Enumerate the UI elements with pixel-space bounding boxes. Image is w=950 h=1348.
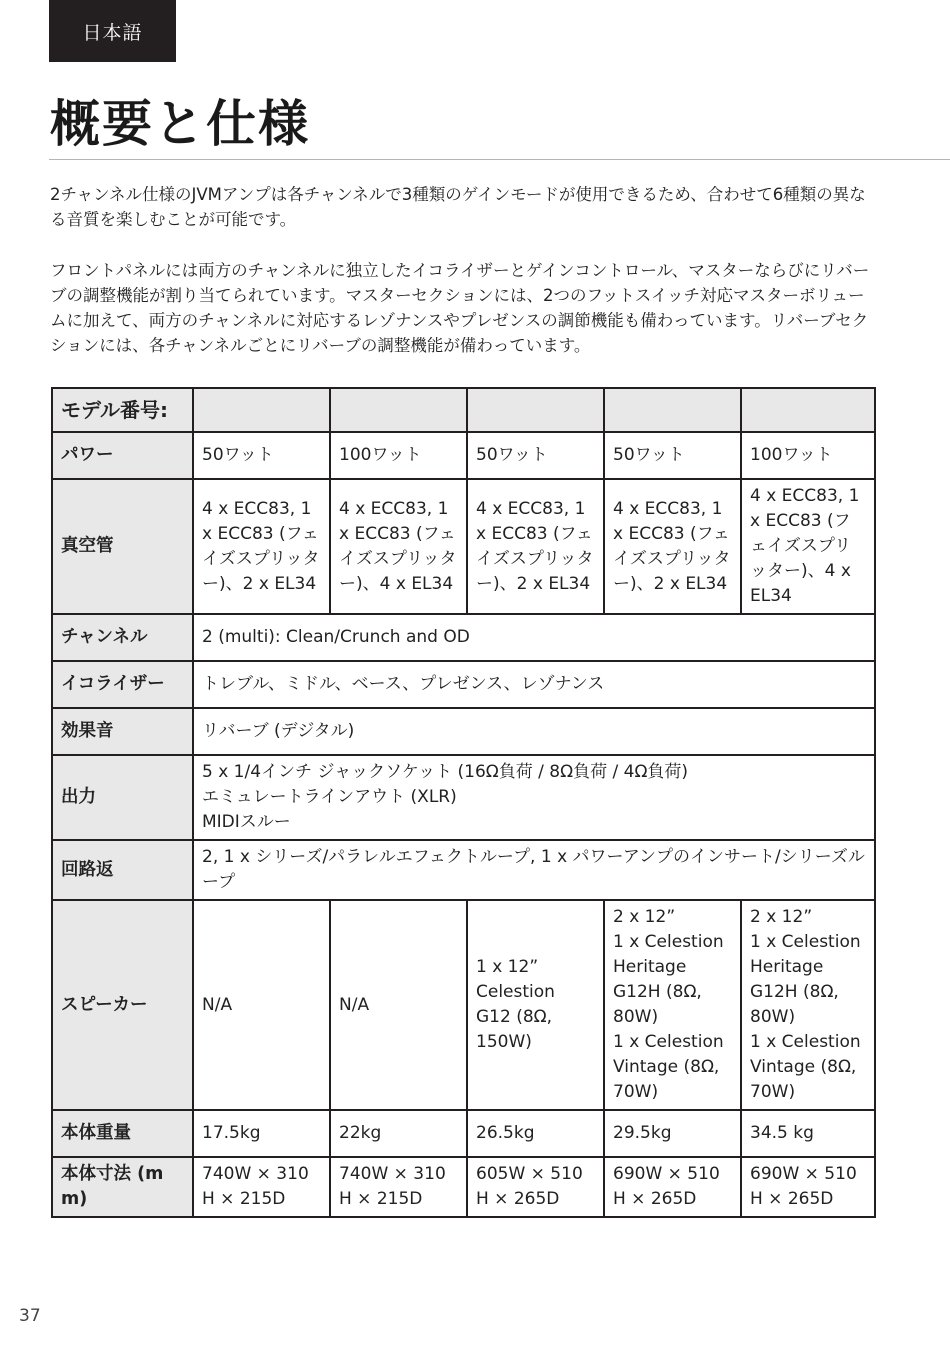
- spec-table: [51, 387, 876, 1218]
- output-value: 5 x 1/4インチ ジャックソケット (16Ω負荷 / 8Ω負荷 / 4Ω負荷) エミュレートラインアウト (XLR) MIDIスルー: [193, 755, 875, 840]
- table-row-dimensions: [52, 1157, 875, 1217]
- speaker-cell: 2 x 12” 1 x Celestion Heritage G12H (8Ω, 80W) 1 x Celestion Vintage (8Ω, 70W): [604, 900, 741, 1110]
- weight-cell: 17.5kg: [193, 1110, 330, 1157]
- intro-paragraph-2: フロントパネルには両方のチャンネルに独立したイコライザーとゲインコントロール、マスターならびにリバーブの調整機能が割り当てられています。マスターセクションには、2つのフットスイッチ対応マスターボリュームに加えて、両方のチャンネルに対応するレゾナンスやプレゼンスの調節機能も備わっています。リバーブセクションには、各チャンネルごとにリバーブの調整機能が備わっています。: [50, 261, 870, 355]
- tubes-cell: 4 x ECC83, 1 x ECC83 (フェイズスプリッター)、4 x EL34: [330, 479, 467, 614]
- title-divider: [49, 159, 950, 160]
- table-row-eq: [52, 661, 875, 708]
- power-cell: 100ワット: [330, 432, 467, 479]
- speaker-cell: 2 x 12” 1 x Celestion Heritage G12H (8Ω, 80W) 1 x Celestion Vintage (8Ω, 70W): [741, 900, 875, 1110]
- table-row-speaker: [52, 900, 875, 1110]
- table-row-channels: [52, 614, 875, 661]
- power-cell: 50ワット: [467, 432, 604, 479]
- speaker-cell: 1 x 12” Celestion G12 (8Ω, 150W): [467, 900, 604, 1110]
- output-label: 出力: [52, 755, 193, 840]
- page-number: 37: [19, 1306, 41, 1326]
- dimensions-cell: 690W × 510H × 265D: [604, 1157, 741, 1217]
- power-label: パワー: [52, 432, 193, 479]
- language-tab[interactable]: [49, 0, 176, 62]
- table-row-power: [52, 432, 875, 479]
- table-row-output: [52, 755, 875, 840]
- page-title: 概要と仕様: [50, 95, 310, 153]
- dimensions-cell: 605W × 510H × 265D: [467, 1157, 604, 1217]
- effects-label: 効果音: [52, 708, 193, 755]
- dimensions-label: 本体寸法 (mm): [52, 1157, 193, 1217]
- model-cell: [467, 388, 604, 432]
- channels-value: 2 (multi): Clean/Crunch and OD: [193, 614, 875, 661]
- eq-label: イコライザー: [52, 661, 193, 708]
- power-cell: 50ワット: [604, 432, 741, 479]
- speaker-label: スピーカー: [52, 900, 193, 1110]
- weight-cell: 22kg: [330, 1110, 467, 1157]
- table-row-model: [52, 388, 875, 432]
- tubes-cell: 4 x ECC83, 1 x ECC83 (フェイズスプリッター)、2 x EL34: [604, 479, 741, 614]
- tubes-cell: 4 x ECC83, 1 x ECC83 (フェイズスプリッター)、2 x EL34: [467, 479, 604, 614]
- loop-value: 2, 1 x シリーズ/パラレルエフェクトループ, 1 x パワーアンプのインサート/シリーズループ: [193, 840, 875, 900]
- effects-value: リバーブ (デジタル): [193, 708, 875, 755]
- model-cell: [330, 388, 467, 432]
- speaker-cell: N/A: [193, 900, 330, 1110]
- eq-value: トレブル、ミドル、ベース、プレゼンス、レゾナンス: [193, 661, 875, 708]
- tubes-label: 真空管: [52, 479, 193, 614]
- tubes-cell: 4 x ECC83, 1 x ECC83 (フェイズスプリッター)、4 x EL34: [741, 479, 875, 614]
- table-row-loop: [52, 840, 875, 900]
- model-cell: [193, 388, 330, 432]
- power-cell: 50ワット: [193, 432, 330, 479]
- model-cell: [604, 388, 741, 432]
- table-row-effects: [52, 708, 875, 755]
- tubes-cell: 4 x ECC83, 1 x ECC83 (フェイズスプリッター)、2 x EL34: [193, 479, 330, 614]
- language-tab-label: 日本語: [82, 21, 143, 44]
- weight-cell: 29.5kg: [604, 1110, 741, 1157]
- power-cell: 100ワット: [741, 432, 875, 479]
- dimensions-cell: 740W × 310H × 215D: [330, 1157, 467, 1217]
- speaker-cell: N/A: [330, 900, 467, 1110]
- weight-cell: 26.5kg: [467, 1110, 604, 1157]
- intro-paragraph-1: 2チャンネル仕様のJVMアンプは各チャンネルで3種類のゲインモードが使用できるため、合わせて6種類の異なる音質を楽しむことが可能です。: [50, 185, 866, 229]
- weight-label: 本体重量: [52, 1110, 193, 1157]
- table-row-weight: [52, 1110, 875, 1157]
- table-row-tubes: [52, 479, 875, 614]
- dimensions-cell: 740W × 310H × 215D: [193, 1157, 330, 1217]
- dimensions-cell: 690W × 510H × 265D: [741, 1157, 875, 1217]
- model-label: モデル番号:: [52, 388, 193, 432]
- weight-cell: 34.5 kg: [741, 1110, 875, 1157]
- channels-label: チャンネル: [52, 614, 193, 661]
- loop-label: 回路返: [52, 840, 193, 900]
- model-cell: [741, 388, 875, 432]
